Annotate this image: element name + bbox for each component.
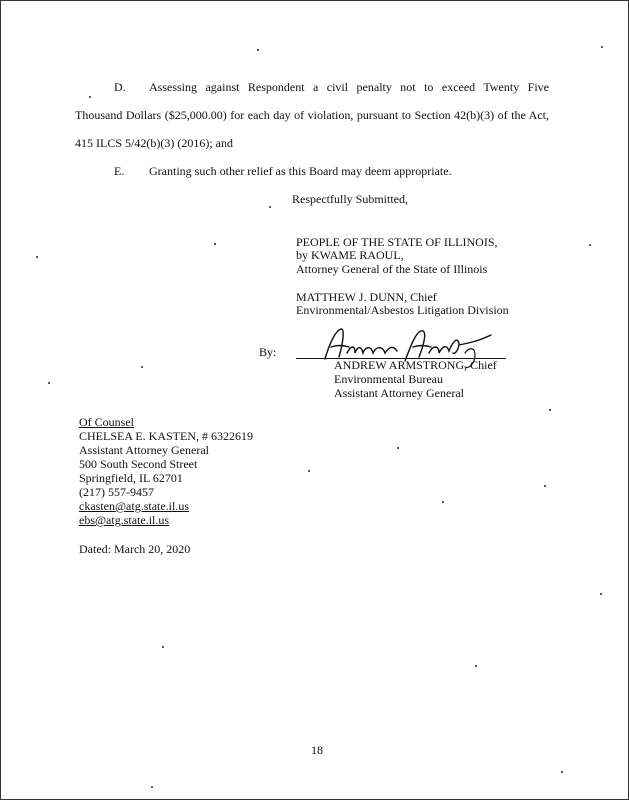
by-label: By: (259, 345, 277, 359)
scan-speck (397, 447, 399, 449)
scan-speck (89, 96, 91, 98)
scan-speck (36, 256, 38, 258)
item-d-line-3: 415 ILCS 5/42(b)(3) (2016); and (75, 136, 233, 150)
scan-speck (442, 501, 444, 503)
scan-speck (549, 409, 551, 411)
scan-speck (162, 646, 164, 648)
chief-name: MATTHEW J. DUNN, Chief (296, 290, 437, 304)
counsel-phone: (217) 557-9457 (79, 485, 154, 499)
signer-title: Assistant Attorney General (334, 386, 464, 400)
scan-speck (601, 46, 603, 48)
division-name: Environmental/Asbestos Litigation Division (296, 303, 509, 317)
scan-speck (475, 665, 477, 667)
scan-speck (151, 786, 153, 788)
party-name: PEOPLE OF THE STATE OF ILLINOIS, (296, 235, 498, 249)
scan-speck (48, 382, 50, 384)
scan-speck (561, 771, 563, 773)
counsel-email-link-2[interactable]: ebs@atg.state.il.us (79, 513, 170, 527)
closing: Respectfully Submitted, (292, 192, 408, 206)
of-counsel-heading: Of Counsel (79, 415, 134, 429)
item-d-letter: D. (114, 80, 126, 94)
item-d-line-2: Thousand Dollars ($25,000.00) for each day of violation, pursuant to Section 42(b)(3) of the Act, (75, 108, 549, 122)
scan-speck (308, 470, 310, 472)
scan-speck (600, 593, 602, 595)
item-d-line-1: Assessing against Respondent a civil penalty not to exceed Twenty Five (149, 80, 549, 94)
counsel-title: Assistant Attorney General (79, 443, 209, 457)
item-e-letter: E. (114, 164, 125, 178)
counsel-name: CHELSEA E. KASTEN, # 6322619 (79, 429, 253, 443)
counsel-city: Springfield, IL 62701 (79, 471, 183, 485)
scan-speck (269, 206, 271, 208)
item-e-text: Granting such other relief as this Board may deem appropriate. (149, 164, 452, 178)
page-number: 18 (311, 743, 323, 757)
scan-speck (589, 244, 591, 246)
counsel-email-link-1[interactable]: ckasten@atg.state.il.us (79, 499, 190, 513)
counsel-street: 500 South Second Street (79, 457, 198, 471)
scan-speck (257, 49, 259, 51)
bureau-name: Environmental Bureau (334, 372, 443, 386)
dated-line: Dated: March 20, 2020 (79, 542, 191, 556)
scan-speck (141, 366, 143, 368)
ag-title: Attorney General of the State of Illinois (296, 262, 488, 276)
signer-name: ANDREW ARMSTRONG, Chief (334, 358, 497, 372)
by-line: by KWAME RAOUL, (296, 248, 404, 262)
scan-speck (544, 485, 546, 487)
scan-speck (214, 243, 216, 245)
